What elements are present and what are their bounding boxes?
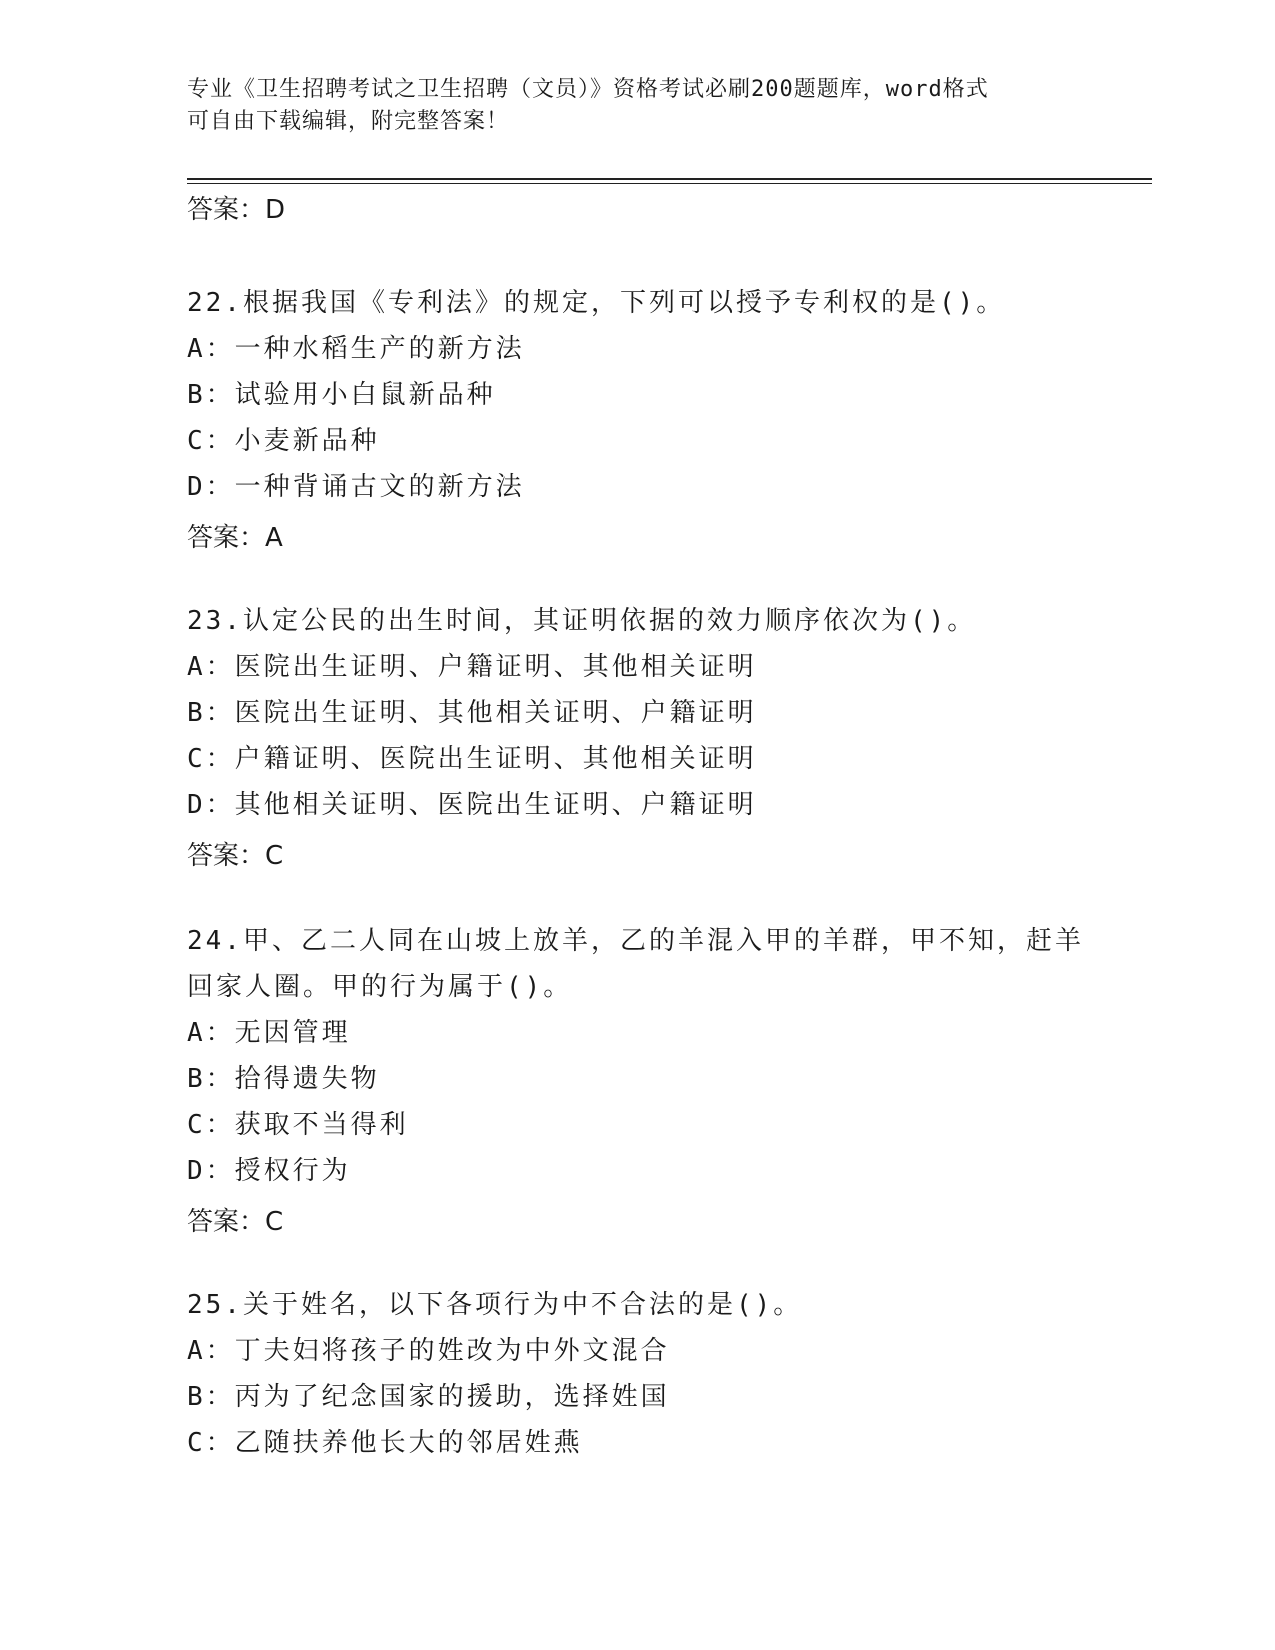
question-text: 23.认定公民的出生时间，其证明依据的效力顺序依次为()。 bbox=[187, 606, 977, 636]
answer-line: 答案：C bbox=[187, 1207, 284, 1237]
question-23 bbox=[187, 598, 1087, 874]
answer-line: 答案：C bbox=[187, 841, 284, 871]
option-a: A：一种水稻生产的新方法 bbox=[187, 334, 525, 364]
header-divider-thin bbox=[187, 183, 1152, 184]
option-d: D：其他相关证明、医院出生证明、户籍证明 bbox=[187, 790, 757, 820]
question-text-line-2: 回家人圈。甲的行为属于()。 bbox=[187, 972, 573, 1002]
header-line-1: 专业《卫生招聘考试之卫生招聘（文员）》资格考试必刷200题题库，word格式 bbox=[187, 77, 989, 102]
option-b: B：丙为了纪念国家的援助，选择姓国 bbox=[187, 1382, 670, 1412]
question-text: 25.关于姓名，以下各项行为中不合法的是()。 bbox=[187, 1290, 803, 1320]
option-c: C：获取不当得利 bbox=[187, 1110, 409, 1140]
question-text: 22.根据我国《专利法》的规定，下列可以授予专利权的是()。 bbox=[187, 288, 1006, 318]
question-22 bbox=[187, 280, 1087, 556]
document-header bbox=[187, 74, 1087, 138]
option-a: A：无因管理 bbox=[187, 1018, 351, 1048]
header-divider-thick bbox=[187, 178, 1152, 180]
option-b: B：拾得遗失物 bbox=[187, 1064, 380, 1094]
question-text-line-1: 24.甲、乙二人同在山坡上放羊，乙的羊混入甲的羊群，甲不知，赶羊 bbox=[187, 926, 1084, 956]
answer-line: 答案：A bbox=[187, 523, 283, 553]
option-a: A：丁夫妇将孩子的姓改为中外文混合 bbox=[187, 1336, 670, 1366]
option-b: B：试验用小白鼠新品种 bbox=[187, 380, 496, 410]
option-d: D：一种背诵古文的新方法 bbox=[187, 472, 525, 502]
option-c: C：乙随扶养他长大的邻居姓燕 bbox=[187, 1428, 583, 1458]
question-25 bbox=[187, 1282, 1087, 1466]
option-d: D：授权行为 bbox=[187, 1156, 351, 1186]
question-24 bbox=[187, 918, 1087, 1240]
option-a: A：医院出生证明、户籍证明、其他相关证明 bbox=[187, 652, 757, 682]
previous-answer: 答案：D bbox=[187, 195, 286, 225]
option-c: C：户籍证明、医院出生证明、其他相关证明 bbox=[187, 744, 757, 774]
option-c: C：小麦新品种 bbox=[187, 426, 380, 456]
header-line-2: 可自由下载编辑，附完整答案！ bbox=[187, 109, 510, 134]
option-b: B：医院出生证明、其他相关证明、户籍证明 bbox=[187, 698, 757, 728]
